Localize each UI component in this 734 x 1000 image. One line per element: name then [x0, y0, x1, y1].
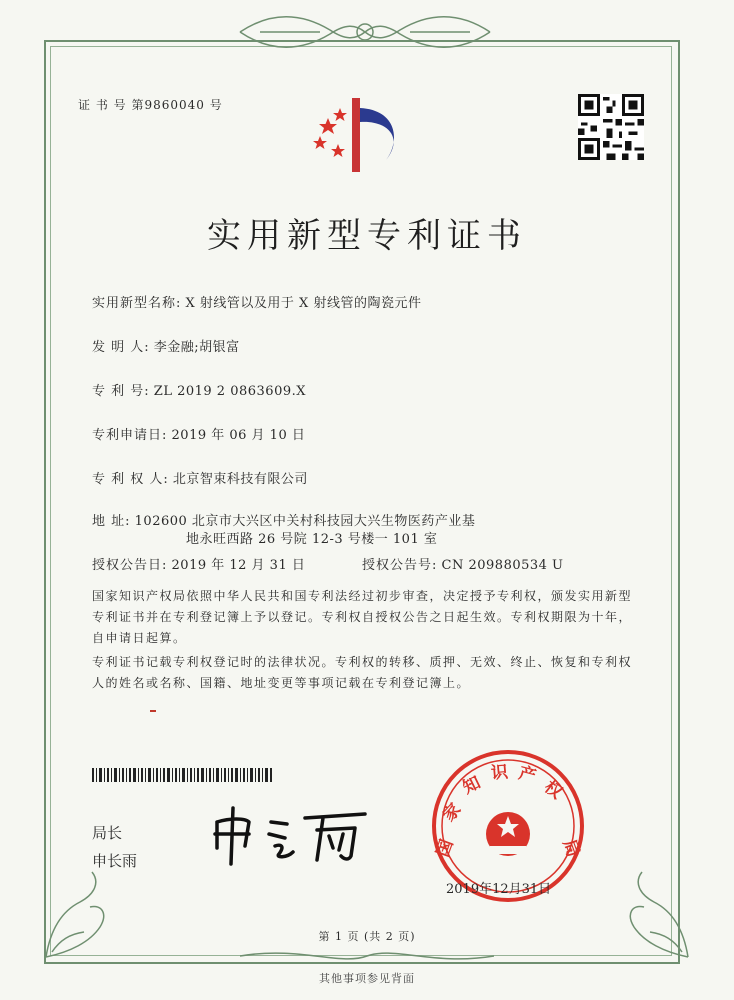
seal-date: 2019年12月31日: [446, 882, 552, 897]
legal-status-paragraph: 专利证书记载专利权登记时的法律状况。专利权的转移、质押、无效、终止、恢复和专利权人的姓名或名称、国籍、地址变更等事项记载在专利登记簿上。: [92, 655, 633, 690]
red-mark: [150, 710, 156, 712]
page-number: 第 1 页 (共 2 页): [318, 930, 416, 943]
field-value: 北京智束科技有限公司: [172, 472, 308, 487]
field-label: 专利申请日:: [92, 428, 168, 443]
bottom-ornament: [240, 946, 494, 966]
signature-icon: [205, 800, 375, 870]
back-note: 其他事项参见背面: [319, 972, 415, 985]
field-value: 2019 年 06 月 10 日: [171, 428, 306, 443]
svg-text:识: 识: [490, 762, 509, 783]
cnipa-logo-icon: [308, 90, 418, 180]
director-title: 局长: [92, 824, 123, 842]
field-address-line2: 地永旺西路 26 号院 12-3 号楼一 101 室: [186, 532, 438, 547]
qr-code-icon: [578, 94, 644, 160]
barcode-icon: [92, 768, 272, 782]
certificate-title: 实用新型专利证书: [207, 216, 527, 256]
field-value: 李金融;胡银富: [153, 340, 240, 355]
svg-text:产: 产: [516, 763, 539, 787]
field-label: 实用新型名称:: [92, 296, 182, 311]
field-inventor: [92, 336, 240, 355]
field-value: ZL 2019 2 0863609.X: [153, 384, 306, 399]
certificate-number: 证 书 号 第9860040 号: [78, 98, 223, 112]
field-value: CN 209880534 U: [441, 558, 564, 573]
field-label: 地 址:: [92, 514, 131, 529]
field-value: 102600 北京市大兴区中关村科技园大兴生物医药产业基: [134, 514, 476, 529]
field-label: 专 利 权 人:: [92, 472, 169, 487]
field-grant-number: [362, 554, 564, 573]
grant-statement-paragraph: 国家知识产权局依照中华人民共和国专利法经过初步审查，决定授予专利权，颁发实用新型专利证书并在专利登记簿上予以登记。专利权自授权公告之日起生效。专利权期限为十年，自申请日起算。: [92, 589, 633, 645]
director-name: 申长雨: [92, 852, 138, 870]
field-value: 2019 年 12 月 31 日: [171, 558, 306, 573]
field-label: 专 利 号:: [92, 384, 150, 399]
svg-text:家: 家: [439, 799, 465, 825]
svg-text:国: 国: [432, 836, 457, 860]
top-ornament: [230, 10, 500, 54]
field-grant-date: [92, 554, 305, 573]
field-patent-holder: [92, 468, 308, 487]
field-value: X 射线管以及用于 X 射线管的陶瓷元件: [185, 296, 422, 311]
field-address: [92, 510, 475, 529]
bottom-right-ornament: [614, 852, 694, 962]
field-patent-number: [92, 380, 306, 399]
field-filing-date: [92, 424, 305, 443]
svg-text:知: 知: [459, 772, 484, 798]
field-label: 授权公告日:: [92, 558, 168, 573]
svg-text:局: 局: [559, 836, 584, 860]
field-label: 发 明 人:: [92, 340, 150, 355]
field-utility-model-name: [92, 292, 421, 311]
svg-text:权: 权: [540, 776, 566, 803]
field-label: 授权公告号:: [362, 558, 438, 573]
